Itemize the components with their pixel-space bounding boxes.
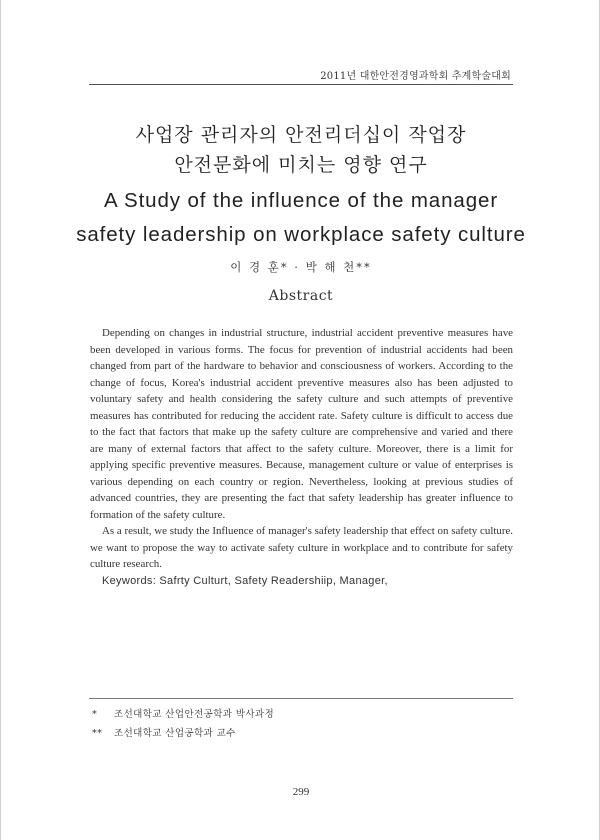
- authors: 이 경 훈* · 박 해 천**: [230, 260, 372, 274]
- korean-title-line-1: 사업장 관리자의 안전리더십이 작업장: [135, 124, 467, 146]
- footnote-text: 조선대학교 산업안전공학과 박사과정: [114, 709, 275, 720]
- footnote-1: [92, 705, 274, 724]
- header-divider: [89, 84, 513, 85]
- page-number: 299: [292, 786, 310, 798]
- footnote-mark: **: [92, 728, 103, 739]
- footnotes: [92, 705, 274, 743]
- footnote-mark: *: [92, 709, 98, 720]
- keywords: Keywords: Safrty Culturt, Safety Readershiip, Manager,: [102, 574, 388, 587]
- footnote-text: 조선대학교 산업공학과 교수: [114, 728, 236, 739]
- abstract-paragraph-2: As a result, we study the Influence of manager's safety leadership that effect on safety culture. we want to propose the way to activate safety culture in workplace and to contribute for safety culture research.: [90, 525, 513, 570]
- footnote-2: [92, 724, 274, 743]
- running-header: 2011년 대한안전경영과학회 추계학술대회: [320, 71, 511, 82]
- korean-title-line-2: 안전문화에 미치는 영향 연구: [174, 154, 428, 176]
- abstract-paragraph-1: Depending on changes in industrial structure, industrial accident preventive measures have been developed in various forms. The focus for prevention of industrial accidents had been changed from part of the hardware to behavior and consciousness of workers. According to the change of focus, Korea's industrial accident preventive measures also has been adjusted to voluntary safety and health considering the safety culture and such attempts of preventive measures has contributed for reducing the accident rate. Safety culture is difficult to access due to the fact that factors that make up the safety culture are comprehensive and varied and there are many of external factors that affect to the safety culture. Moreover, there is a limit for applying specific preventive measures. Because, management culture or value of enterprises is various depending on each country or region. Nevertheless, looking at previous studies of advanced countries, they are presenting the fact that safety leadership has greater influence to formation of the safety culture.: [90, 327, 513, 521]
- title-block: [1, 120, 600, 252]
- english-title-line-1: A Study of the influence of the manager: [103, 189, 499, 212]
- abstract-heading: Abstract: [268, 288, 334, 304]
- abstract-body: [90, 325, 513, 589]
- footnote-divider: [89, 698, 513, 699]
- english-title-line-2: safety leadership on workplace safety culture: [76, 223, 526, 246]
